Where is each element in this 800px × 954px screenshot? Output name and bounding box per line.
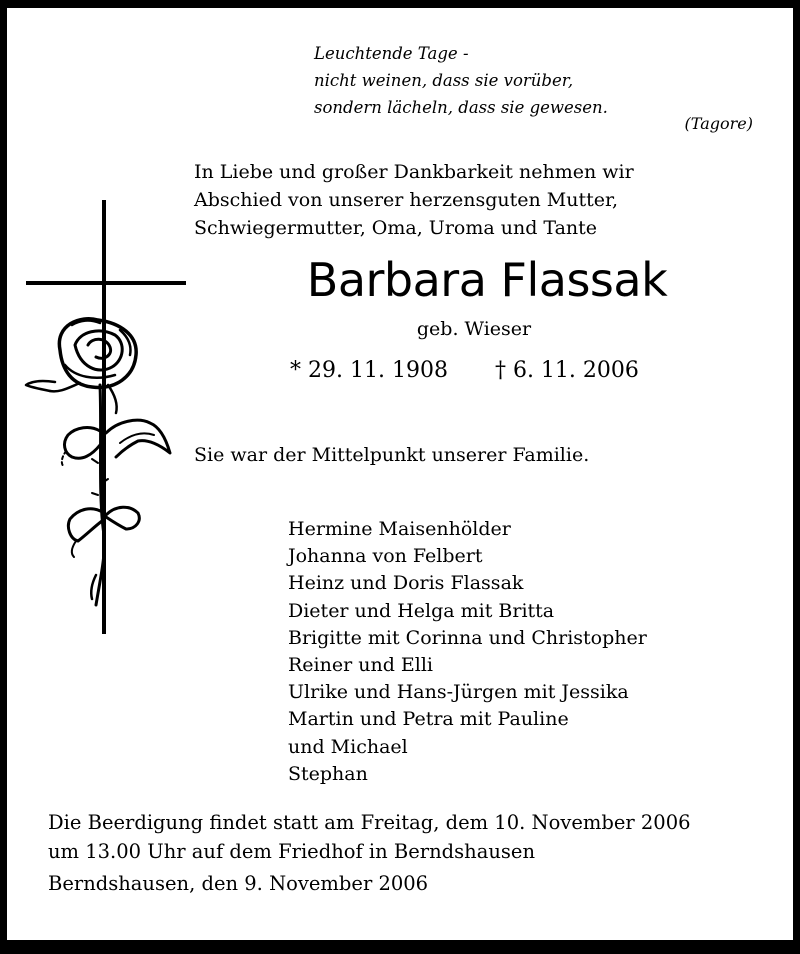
funeral-info <box>48 808 691 866</box>
funeral-line: um 13.00 Uhr auf dem Friedhof in Berndshausen <box>48 840 536 863</box>
death-date: † 6. 11. 2006 <box>494 358 639 383</box>
funeral-line: Die Beerdigung findet statt am Freitag, dem 10. November 2006 <box>48 811 691 834</box>
mourner-entry: Ulrike und Hans-Jürgen mit Jessika <box>288 681 629 704</box>
intro-line: Abschied von unserer herzensguten Mutter, <box>194 189 619 211</box>
rose-icon <box>26 319 170 605</box>
mourner-entry: Reiner und Elli <box>288 654 434 677</box>
quote-attribution: (Tagore) <box>684 114 753 133</box>
intro-line: In Liebe und großer Dankbarkeit nehmen wir <box>194 161 634 183</box>
tribute-line: Sie war der Mittelpunkt unserer Familie. <box>194 444 590 466</box>
mourner-entry: Martin und Petra mit Pauline <box>288 708 569 731</box>
maiden-name: geb. Wieser <box>416 318 532 340</box>
place-and-date: Berndshausen, den 9. November 2006 <box>48 872 429 895</box>
mourners-list <box>288 516 647 788</box>
quote-line: sondern lächeln, dass sie gewesen. <box>314 98 608 117</box>
mourner-entry: Stephan <box>288 762 368 785</box>
quote-line: Leuchtende Tage - <box>314 44 469 63</box>
epigraph-quote <box>314 40 608 121</box>
mourner-entry: und Michael <box>288 735 408 758</box>
mourner-entry: Johanna von Felbert <box>288 545 483 568</box>
intro-line: Schwiegermutter, Oma, Uroma und Tante <box>194 217 598 239</box>
intro-text <box>194 158 634 242</box>
mourner-entry: Brigitte mit Corinna und Christopher <box>288 626 647 649</box>
mourner-entry: Hermine Maisenhölder <box>288 518 511 540</box>
deceased-name: Barbara Flassak <box>306 253 668 307</box>
mourner-entry: Heinz und Doris Flassak <box>288 572 524 595</box>
birth-date: * 29. 11. 1908 <box>290 358 448 383</box>
quote-line: nicht weinen, dass sie vorüber, <box>314 71 574 90</box>
life-dates <box>290 358 639 383</box>
mourner-entry: Dieter und Helga mit Britta <box>288 599 555 622</box>
